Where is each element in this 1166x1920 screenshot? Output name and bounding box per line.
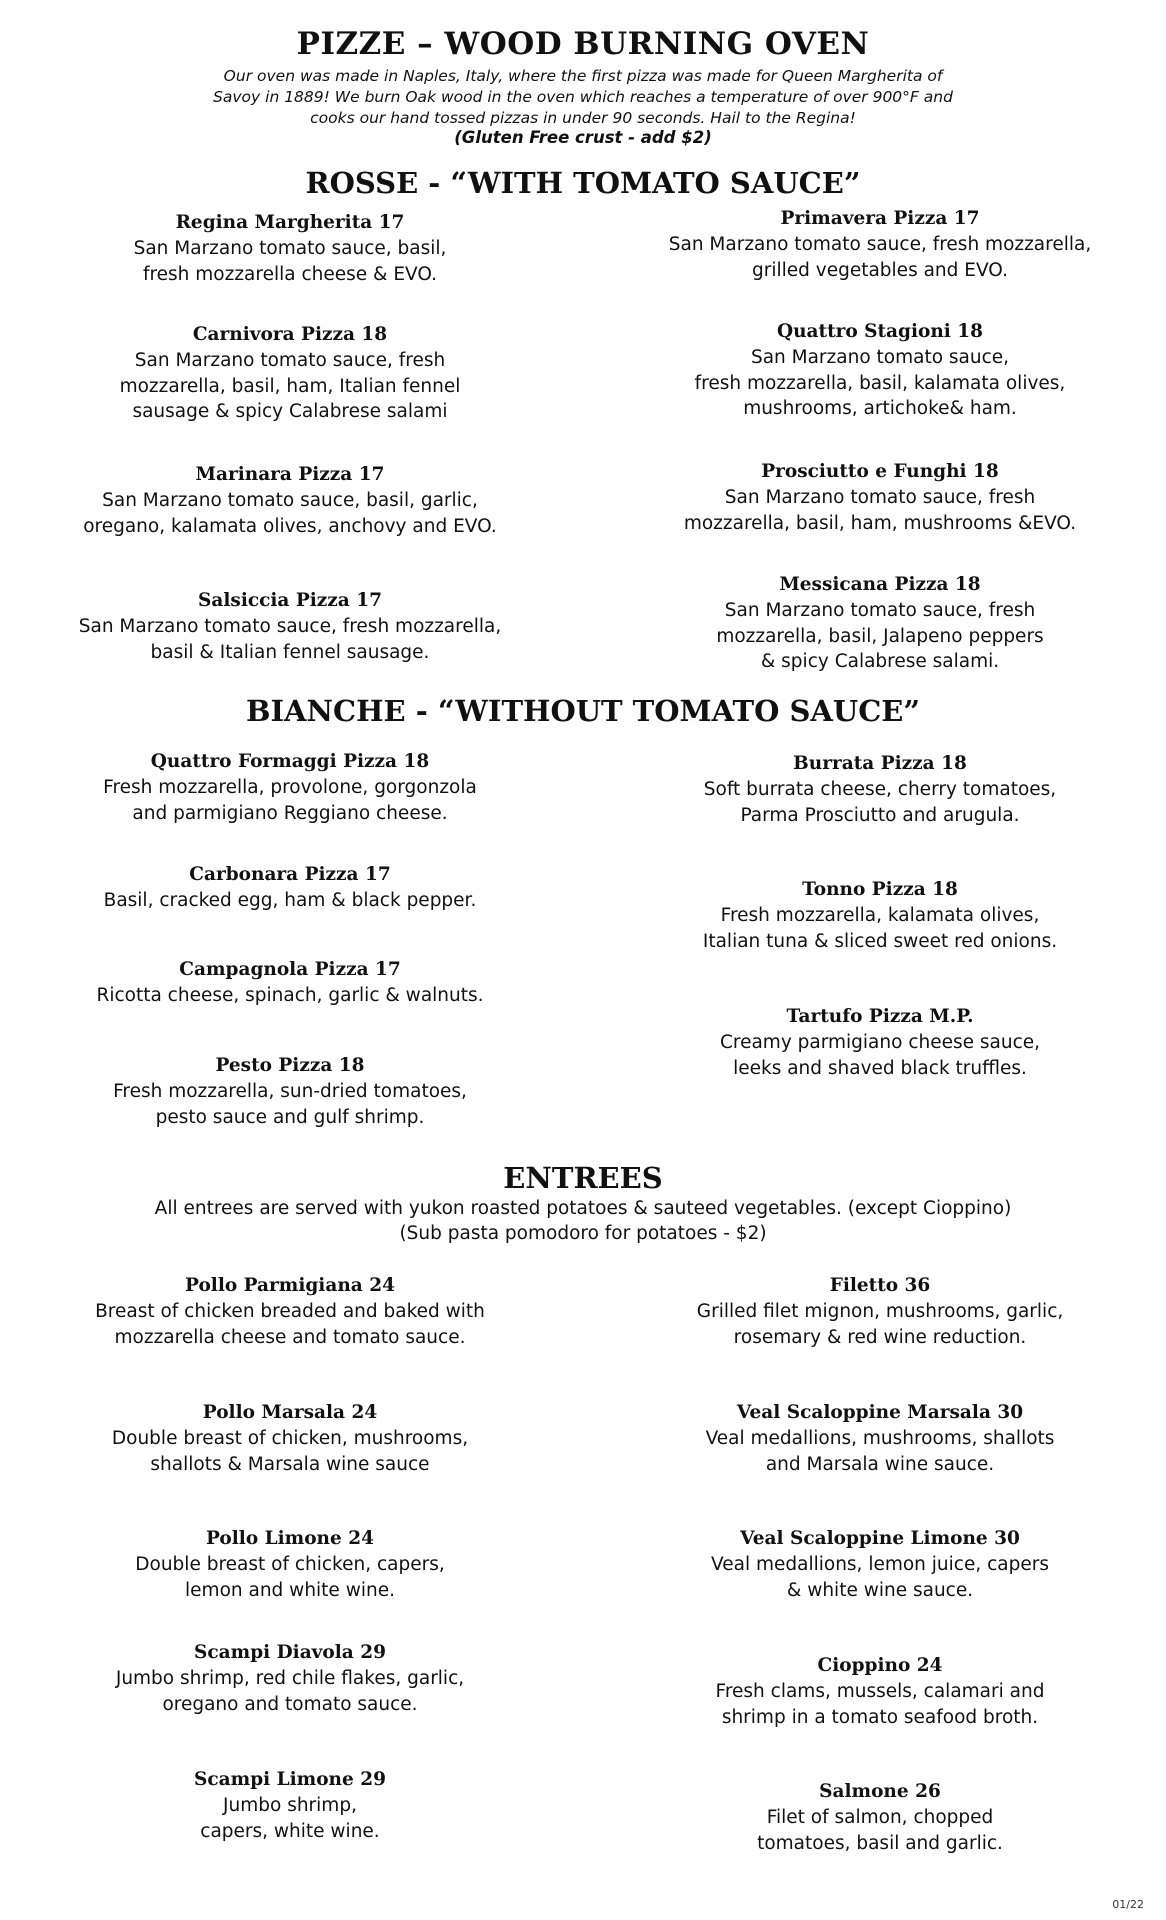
section-title-bianche: BIANCHE - “WITHOUT TOMATO SAUCE” <box>245 694 921 728</box>
menu-item-desc: Creamy parmigiano cheese sauce, <box>719 1032 1041 1053</box>
menu-item-desc: mozzarella, basil, Jalapeno peppers <box>716 625 1044 647</box>
menu-item-desc: Veal medallions, lemon juice, capers <box>711 1554 1049 1575</box>
menu-item-desc: Fresh mozzarella, provolone, gorgonzola <box>103 777 477 798</box>
menu-item <box>630 319 1130 422</box>
menu-item-desc: fresh mozzarella, basil, kalamata olives, <box>694 372 1066 394</box>
menu-item-desc: leeks and shaved black truffles. <box>733 1057 1027 1079</box>
menu-item <box>50 749 530 826</box>
menu-item-desc: grilled vegetables and EVO. <box>751 259 1008 281</box>
menu-item-desc: Basil, cracked egg, ham & black pepper. <box>103 890 477 911</box>
page-title: PIZZE – WOOD BURNING OVEN <box>296 26 870 62</box>
menu-item-desc: San Marzano tomato sauce, basil, garlic, <box>102 490 478 511</box>
menu-item-desc: Jumbo shrimp, red chile flakes, garlic, <box>115 1668 465 1689</box>
menu-item-name: Quattro Stagioni 18 <box>776 321 984 342</box>
menu-item <box>50 1053 530 1130</box>
menu-item-name: Pollo Limone 24 <box>206 1528 374 1549</box>
menu-item-desc: tomatoes, basil and garlic. <box>757 1832 1003 1854</box>
menu-item <box>630 877 1130 954</box>
menu-item-desc: mushrooms, artichoke& ham. <box>743 398 1017 419</box>
menu-item-name: Primavera Pizza 17 <box>780 208 980 229</box>
menu-item-name: Veal Scaloppine Limone 30 <box>740 1528 1020 1549</box>
menu-item <box>50 1400 530 1477</box>
menu-item <box>630 751 1130 828</box>
menu-item-name: Veal Scaloppine Marsala 30 <box>736 1402 1024 1423</box>
menu-item <box>630 1004 1130 1081</box>
menu-item-name: Pesto Pizza 18 <box>215 1055 365 1076</box>
menu-item <box>630 1779 1130 1856</box>
menu-item <box>50 210 530 287</box>
menu-item-desc: sausage & spicy Calabrese salami <box>132 401 448 422</box>
menu-item-name: Prosciutto e Funghi 18 <box>761 461 999 482</box>
menu-item-desc: Jumbo shrimp, <box>223 1795 357 1816</box>
menu-item-desc: Soft burrata cheese, cherry tomatoes, <box>703 779 1057 800</box>
intro-text <box>170 66 996 129</box>
menu-item-name: Carbonara Pizza 17 <box>189 864 391 885</box>
menu-item-name: Scampi Limone 29 <box>194 1769 386 1790</box>
menu-item-desc: Italian tuna & sliced sweet red onions. <box>702 930 1058 952</box>
menu-item-desc: fresh mozzarella cheese & EVO. <box>142 263 438 285</box>
intro-line: Our oven was made in Naples, Italy, where the first pizza was made for Queen Margherita of <box>223 67 943 85</box>
menu-item-desc: mozzarella, basil, ham, mushrooms &EVO. <box>683 512 1077 534</box>
menu-item-desc: shallots & Marsala wine sauce <box>150 1453 430 1475</box>
menu-item-desc: mozzarella cheese and tomato sauce. <box>114 1326 466 1348</box>
menu-item-desc: San Marzano tomato sauce, fresh mozzarella, <box>78 616 502 637</box>
menu-item <box>630 206 1130 283</box>
menu-item-desc: mozzarella, basil, ham, Italian fennel <box>119 375 461 397</box>
menu-item <box>50 462 530 539</box>
menu-item-name: Pollo Marsala 24 <box>202 1402 378 1423</box>
menu-item-name: Salsiccia Pizza 17 <box>198 590 382 611</box>
menu-item-desc: shrimp in a tomato seafood broth. <box>721 1706 1039 1728</box>
menu-item-name: Tartufo Pizza M.P. <box>786 1006 974 1027</box>
menu-item <box>630 1400 1130 1477</box>
menu-item <box>630 1273 1130 1350</box>
menu-item <box>630 1526 1130 1603</box>
section-title-rosse: ROSSE - “WITH TOMATO SAUCE” <box>305 166 861 200</box>
menu-item-name: Marinara Pizza 17 <box>195 464 385 485</box>
menu-item-name: Burrata Pizza 18 <box>793 753 967 774</box>
menu-item <box>50 1526 530 1603</box>
menu-item <box>50 588 530 665</box>
menu-item-desc: and parmigiano Reggiano cheese. <box>132 802 448 824</box>
menu-item <box>50 957 530 1009</box>
menu-item <box>630 1653 1130 1730</box>
menu-item-desc: & spicy Calabrese salami. <box>760 651 1000 672</box>
menu-item <box>630 459 1130 536</box>
menu-item-desc: rosemary & red wine reduction. <box>733 1326 1027 1348</box>
menu-item-desc: pesto sauce and gulf shrimp. <box>155 1106 425 1128</box>
menu-item-desc: Veal medallions, mushrooms, shallots <box>705 1428 1055 1449</box>
menu-version-code: 01/22 <box>1112 1898 1144 1911</box>
menu-item-desc: Double breast of chicken, capers, <box>135 1554 445 1575</box>
menu-item-name: Pollo Parmigiana 24 <box>185 1275 395 1296</box>
entrees-note-line: (Sub pasta pomodoro for potatoes - $2) <box>399 1223 767 1244</box>
menu-item-desc: Parma Prosciutto and arugula. <box>740 804 1020 826</box>
menu-item-desc: San Marzano tomato sauce, <box>750 347 1010 368</box>
menu-item-desc: San Marzano tomato sauce, fresh <box>724 600 1036 621</box>
menu-item-desc: lemon and white wine. <box>185 1579 395 1601</box>
gluten-free-note: (Gluten Free crust - add $2) <box>454 128 712 147</box>
menu-item-desc: Filet of salmon, chopped <box>766 1807 994 1828</box>
menu-item-name: Carnivora Pizza 18 <box>192 324 388 345</box>
menu-item-desc: San Marzano tomato sauce, fresh <box>724 487 1036 508</box>
menu-item-name: Quattro Formaggi Pizza 18 <box>150 751 430 772</box>
menu-item <box>50 1273 530 1350</box>
menu-item-name: Scampi Diavola 29 <box>194 1642 386 1663</box>
menu-item-desc: oregano and tomato sauce. <box>162 1693 418 1715</box>
menu-item-desc: and Marsala wine sauce. <box>765 1453 995 1475</box>
menu-item-desc: Fresh mozzarella, kalamata olives, <box>720 905 1040 926</box>
section-title-entrees: ENTREES <box>503 1161 663 1195</box>
menu-item-name: Filetto 36 <box>829 1275 931 1296</box>
entrees-note <box>0 1196 1166 1246</box>
menu-item-desc: Breast of chicken breaded and baked with <box>95 1301 485 1322</box>
menu-item-name: Cioppino 24 <box>817 1655 943 1676</box>
menu-item-name: Regina Margherita 17 <box>175 212 405 233</box>
menu-item <box>50 1640 530 1717</box>
menu-item-desc: San Marzano tomato sauce, fresh mozzarella, <box>668 234 1092 255</box>
menu-item-desc: Ricotta cheese, spinach, garlic & walnuts. <box>96 985 484 1006</box>
menu-item-name: Salmone 26 <box>819 1781 941 1802</box>
menu-item <box>50 322 530 425</box>
menu-item-desc: & white wine sauce. <box>786 1579 974 1601</box>
menu-item-desc: Grilled filet mignon, mushrooms, garlic, <box>696 1301 1064 1322</box>
menu-item-desc: San Marzano tomato sauce, fresh <box>134 350 446 371</box>
menu-item <box>50 1767 530 1844</box>
menu-item-name: Campagnola Pizza 17 <box>179 959 401 980</box>
menu-item <box>630 572 1130 675</box>
intro-line: cooks our hand tossed pizzas in under 90 seconds. Hail to the Regina! <box>310 109 856 127</box>
menu-item-name: Messicana Pizza 18 <box>779 574 981 595</box>
menu-item-desc: basil & Italian fennel sausage. <box>150 641 430 663</box>
menu-item <box>50 862 530 914</box>
menu-item-desc: oregano, kalamata olives, anchovy and EVO. <box>83 515 497 537</box>
menu-item-desc: San Marzano tomato sauce, basil, <box>133 238 447 259</box>
menu-item-desc: Double breast of chicken, mushrooms, <box>111 1428 469 1449</box>
intro-line: Savoy in 1889! We burn Oak wood in the oven which reaches a temperature of over 900°F and <box>213 88 953 106</box>
entrees-note-line: All entrees are served with yukon roasted potatoes & sauteed vegetables. (except Cioppino) <box>154 1198 1012 1219</box>
menu-item-desc: Fresh mozzarella, sun-dried tomatoes, <box>113 1081 467 1102</box>
menu-item-desc: Fresh clams, mussels, calamari and <box>715 1681 1045 1702</box>
menu-item-name: Tonno Pizza 18 <box>802 879 958 900</box>
menu-item-desc: capers, white wine. <box>200 1820 380 1842</box>
